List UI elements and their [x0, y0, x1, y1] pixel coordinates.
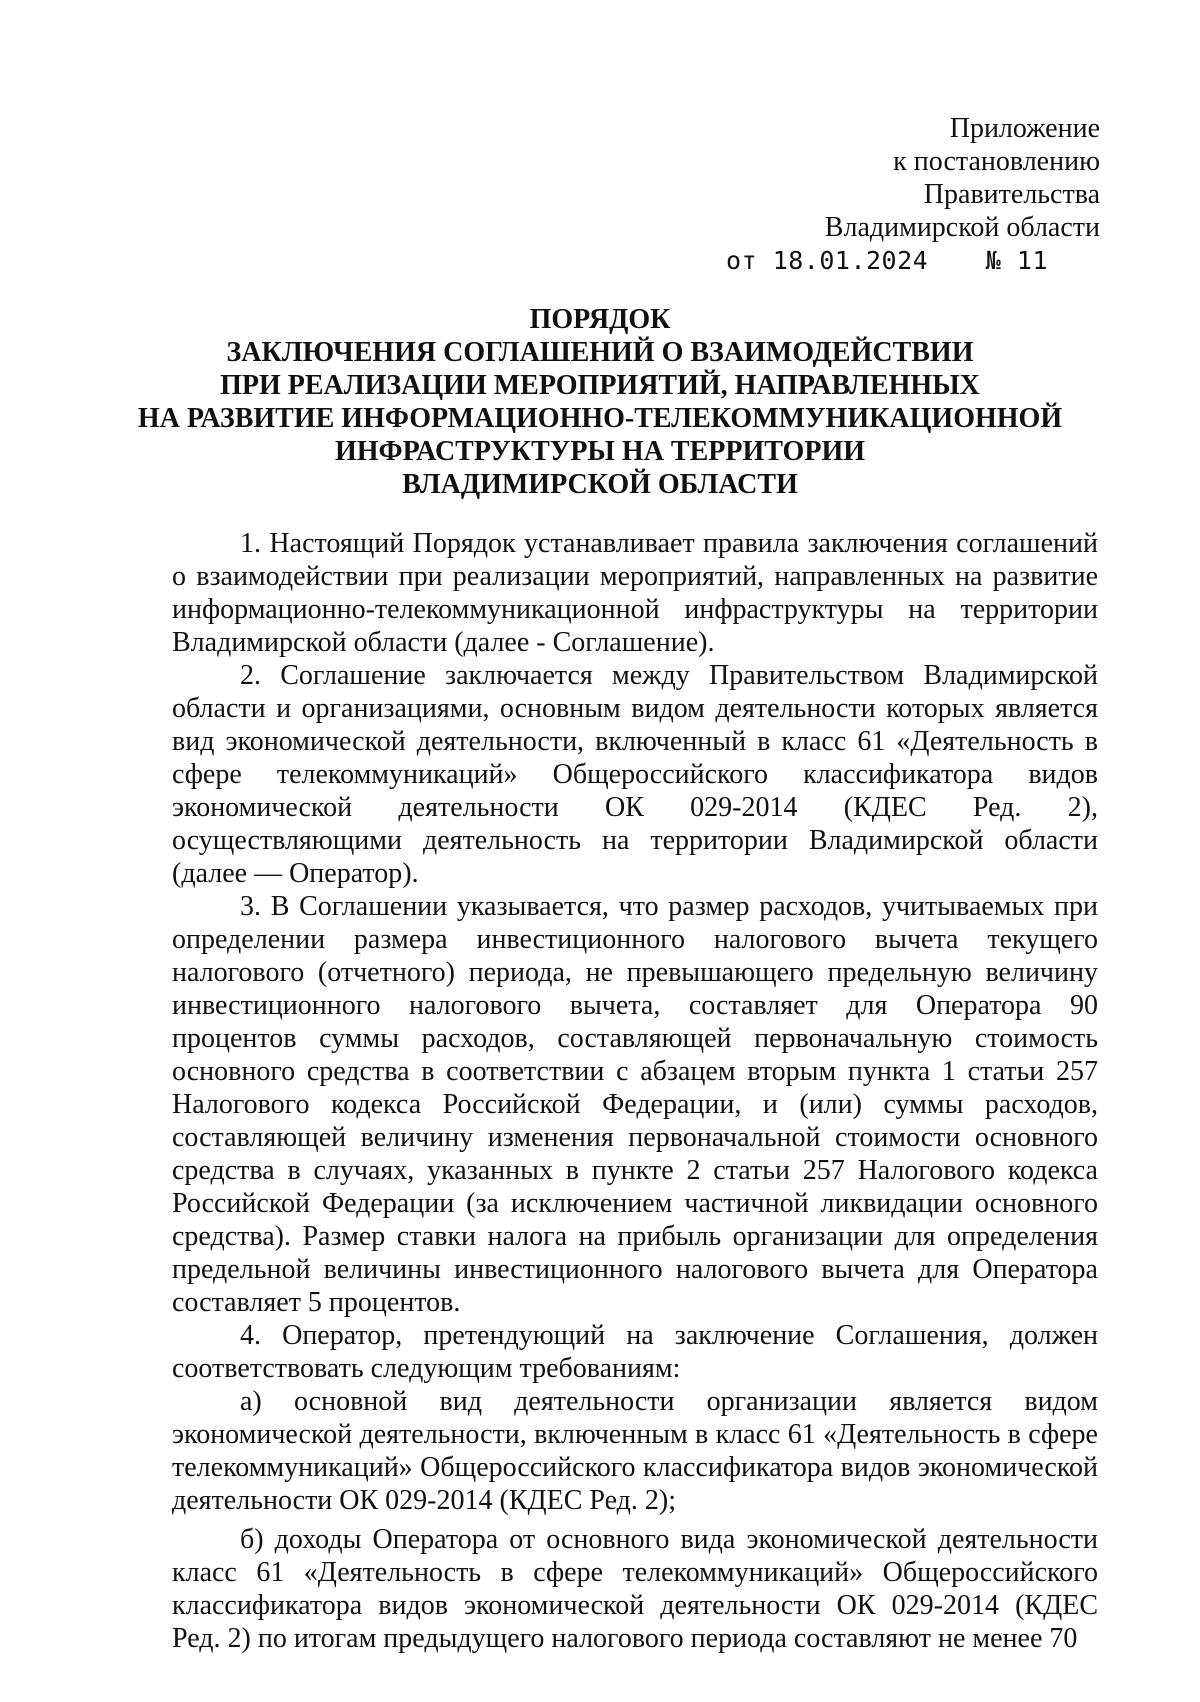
date-prefix: от — [726, 246, 758, 275]
appendix-to-resolution: к постановлению — [893, 146, 1100, 177]
resolution-date: 18.01.2024 — [772, 246, 929, 275]
paragraph-3: 3. В Соглашении указывается, что размер расходов, учитываемых при определении размера инвестиционного налогового вычета текущего налогового (отчетного) периода, не превышающего предельную величину инвестиционного налогового вычета, составляет для Оператора 90 процентов суммы расходов, составляющей первоначальную стоимость основного средства в соответствии с абзацем вторым пункта 1 статьи 257 Налогового кодекса Российской Федерации, и (или) суммы расходов, составляющей величину изменения первоначальной стоимости основного средства в случаях, указанных в пункте 2 статьи 257 Налогового кодекса Российской Федерации (за исключением частичной ликвидации основного средства). Размер ставки налога на прибыль организации для определения предельной величины инвестиционного налогового вычета для Оператора составляет 5 процентов. — [172, 891, 1098, 1318]
number-sign: № — [985, 246, 1002, 275]
document-title — [110, 303, 1090, 501]
title-line-3: ПРИ РЕАЛИЗАЦИИ МЕРОПРИЯТИЙ, НАПРАВЛЕННЫХ — [220, 370, 980, 401]
paragraph-4: 4. Оператор, претендующий на заключение Соглашения, должен соответствовать следующим требованиям: — [172, 1320, 1098, 1384]
title-line-6: ВЛАДИМИРСКОЙ ОБЛАСТИ — [402, 469, 798, 500]
paragraph-2: 2. Соглашение заключается между Правительством Владимирской области и организациями, основным видом деятельности которых является вид экономической деятельности, включенный в класс 61 «Деятельность в сфере телекоммуникаций» Общероссийского классификатора видов экономической деятельности ОК 029-2014 (КДЕС Ред. 2), осуществляющими деятельность на территории Владимирской области (далее — Оператор). — [172, 660, 1098, 889]
appendix-government: Правительства — [923, 179, 1100, 210]
resolution-number: 11 — [1016, 246, 1048, 275]
paragraph-4b: б) доходы Оператора от основного вида экономической деятельности класс 61 «Деятельность в сфере телекоммуникаций» Общероссийского классификатора видов экономической деятельности ОК 029-2014 (КДЕС Ред. 2) по итогам предыдущего налогового периода составляют не менее 70 — [172, 1524, 1098, 1654]
appendix-region: Владимирской области — [824, 212, 1100, 243]
document-body — [172, 527, 1098, 1655]
title-line-1: ПОРЯДОК — [529, 304, 671, 335]
appendix-label: Приложение — [949, 113, 1100, 144]
title-line-4: НА РАЗВИТИЕ ИНФОРМАЦИОННО-ТЕЛЕКОММУНИКАЦИОННОЙ — [137, 403, 1063, 434]
paragraph-4a: а) основной вид деятельности организации является видом экономической деятельности, включенным в класс 61 «Деятельность в сфере телекоммуникаций» Общероссийского классификатора видов экономической деятельности ОК 029-2014 (КДЕС Ред. 2); — [172, 1386, 1098, 1516]
title-line-2: ЗАКЛЮЧЕНИЯ СОГЛАШЕНИЙ О ВЗАИМОДЕЙСТВИИ — [226, 337, 974, 368]
resolution-date-line — [726, 244, 1100, 277]
appendix-header — [726, 112, 1100, 277]
title-line-5: ИНФРАСТРУКТУРЫ НА ТЕРРИТОРИИ — [334, 436, 866, 467]
paragraph-1: 1. Настоящий Порядок устанавливает правила заключения соглашений о взаимодействии при реализации мероприятий, направленных на развитие информационно-телекоммуникационной инфраструктуры на территории Владимирской области (далее - Соглашение). — [172, 528, 1098, 658]
